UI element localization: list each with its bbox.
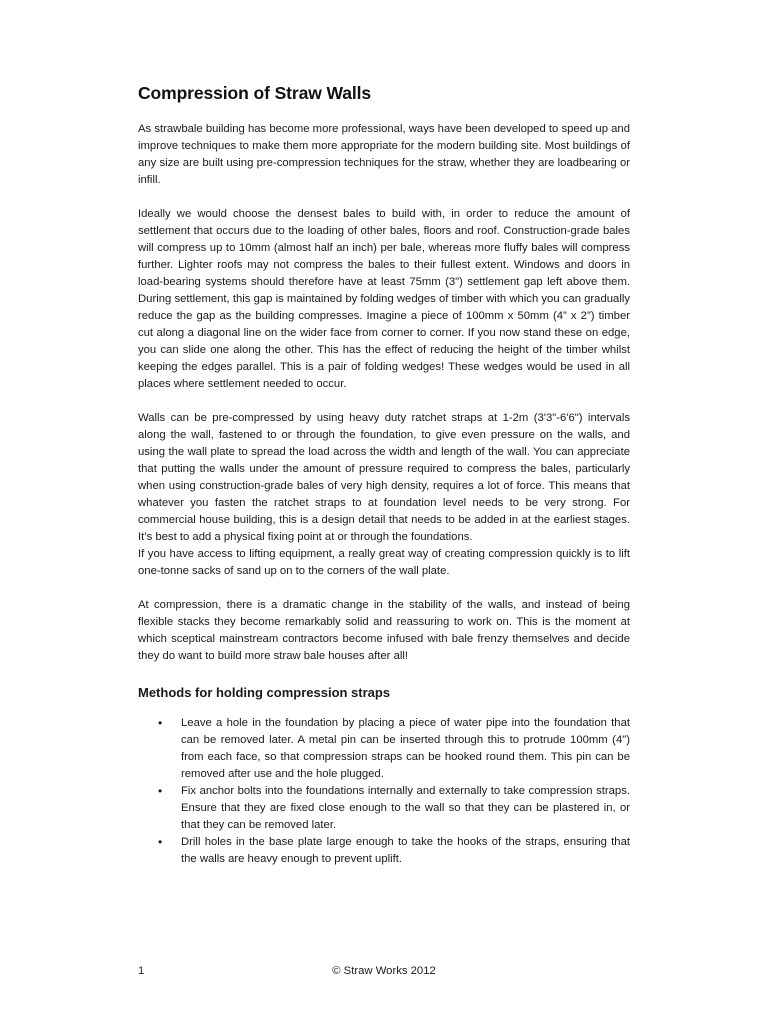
page-number: 1 xyxy=(138,965,145,977)
paragraph-stability: At compression, there is a dramatic change in the stability of the walls, and instead of being flexible stacks they become remarkably solid and reassuring to work on. This is the moment at which sceptical mainstream contractors become infused with bale frenzy themselves and decide they do want to build more straw bale houses after all! xyxy=(138,599,630,662)
methods-list xyxy=(138,715,630,868)
document-page xyxy=(138,0,630,1024)
list-item xyxy=(138,715,630,783)
paragraph-lifting-equipment: If you have access to lifting equipment, a really great way of creating compression quickly is to lift one-tonne sacks of sand up on to the corners of the wall plate. xyxy=(138,548,630,577)
list-item xyxy=(138,783,630,834)
bullet-icon: • xyxy=(158,716,163,730)
document-body xyxy=(138,121,630,868)
section-heading: Methods for holding compression straps xyxy=(138,685,391,700)
page-title: Compression of Straw Walls xyxy=(138,83,372,103)
list-item-text: Drill holes in the base plate large enough to take the hooks of the straps, ensuring that the walls are heavy enough to prevent uplift. xyxy=(181,836,630,865)
list-item-text: Fix anchor bolts into the foundations internally and externally to take compression straps. Ensure that they are fixed close enough to the wall so that they can be plastered in, or that they can be removed later. xyxy=(181,785,630,831)
bullet-icon: • xyxy=(158,784,163,798)
copyright-notice: © Straw Works 2012 xyxy=(332,965,436,977)
list-item-text: Leave a hole in the foundation by placing a piece of water pipe into the foundation that can be removed later. A metal pin can be inserted through this to protrude 100mm (4") from each face, so that compression straps can be hooked round them. This pin can be removed after use and the hole plugged. xyxy=(181,717,630,780)
paragraph-ratchet-straps: Walls can be pre-compressed by using heavy duty ratchet straps at 1-2m (3'3"-6'6") intervals along the wall, fastened to or through the foundation, to give even pressure on the walls, and using the wall plate to spread the load across the width and length of the wall. You can appreciate that putting the walls under the amount of pressure required to compress the bales, particularly when using construction-grade bales of very high density, requires a lot of force. This means that whatever you fasten the ratchet straps to at foundation level needs to be very strong. For commercial house building, this is a design detail that needs to be added in at the earliest stages. It’s best to add a physical fixing point at or through the foundations. xyxy=(138,412,630,543)
bullet-icon: • xyxy=(158,835,163,849)
paragraph-settlement: Ideally we would choose the densest bales to build with, in order to reduce the amount of settlement that occurs due to the loading of other bales, floors and roof. Construction-grade bales will compress up to 10mm (almost half an inch) per bale, whereas more fluffy bales will compress further. Lighter roofs may not compress the bales to their fullest extent. Windows and doors in load-bearing systems should therefore have at least 75mm (3") settlement gap left above them. During settlement, this gap is maintained by folding wedges of timber with which you can gradually reduce the gap as the building compresses. Imagine a piece of 100mm x 50mm (4” x 2”) timber cut along a diagonal line on the wider face from corner to corner. If you now stand these on edge, you can slide one along the other. This has the effect of reducing the height of the timber whilst keeping the edges parallel. This is a pair of folding wedges! These wedges would be used in all places where settlement needed to occur. xyxy=(138,208,630,390)
paragraph-intro: As strawbale building has become more professional, ways have been developed to speed up and improve techniques to make them more appropriate for the modern building site. Most buildings of any size are built using pre-compression techniques for the straw, whether they are loadbearing or infill. xyxy=(138,123,630,186)
list-item xyxy=(138,834,630,868)
